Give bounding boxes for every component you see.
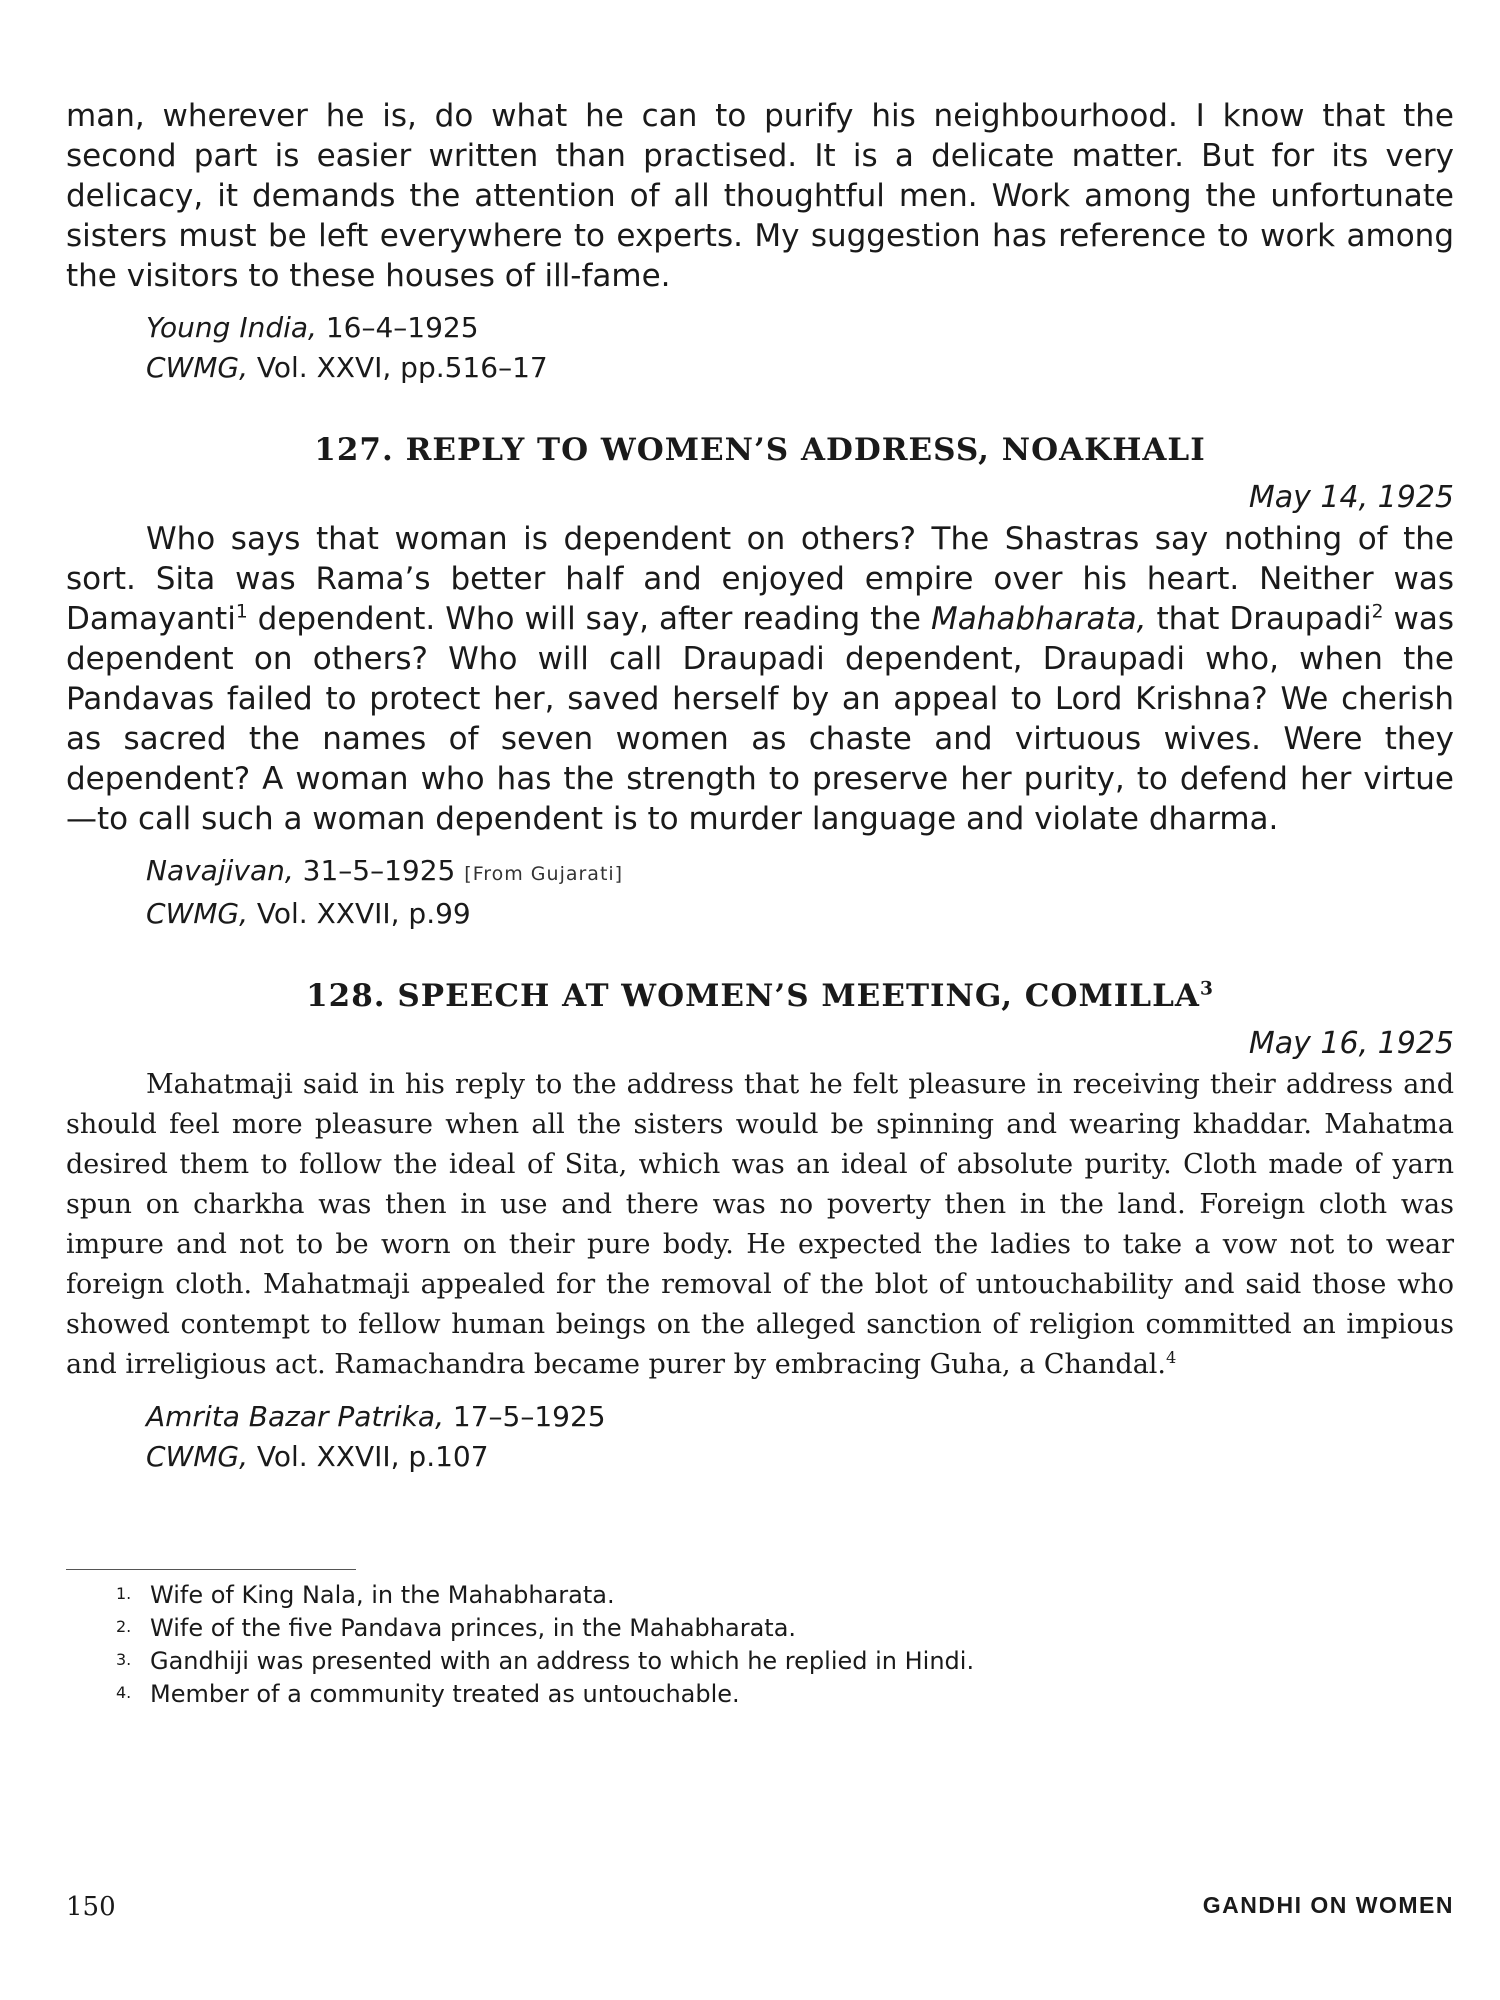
source-note: [From Gujarati] bbox=[464, 863, 624, 885]
footnotes bbox=[66, 1578, 1454, 1710]
text-run: was dependent on others? Who will call Draupadi dependent, Draupadi who, when the Pandavas failed to protect her, saved herself by an appeal to Lord Krishna? We cherish as sacred the names of seven women as chaste and virtuous wives. Were they dependent? A woman who has the strength to preserve her purity, to defend her virtue—to call such a woman dependent is to murder language and violate dharma. bbox=[66, 601, 1455, 837]
section-127-paragraph bbox=[66, 519, 1454, 839]
page-number: 150 bbox=[66, 1892, 116, 1922]
footnote-item bbox=[116, 1677, 1454, 1710]
source-publication: Young India, bbox=[146, 311, 317, 344]
section-128-source bbox=[146, 1397, 1454, 1477]
text-run: that Draupadi bbox=[1146, 601, 1372, 637]
footnote-text: Member of a community treated as untouchable. bbox=[150, 1680, 740, 1708]
page-content bbox=[66, 96, 1454, 1710]
intro-paragraph: man, wherever he is, do what he can to purify his neighbourhood. I know that the second part is easier written than practised. It is a delicate matter. But for its very delicacy, it demands the attention of all thoughtful men. Work among the unfortunate sisters must be left everywhere to experts. My suggestion has reference to work among the visitors to these houses of ill-fame. bbox=[66, 98, 1454, 294]
cwmg-label: CWMG, bbox=[146, 1440, 248, 1473]
footnote-number: 4. bbox=[116, 1683, 132, 1702]
source-date: 31–5–1925 bbox=[302, 854, 456, 887]
footnote-item bbox=[116, 1644, 1454, 1677]
cwmg-label: CWMG, bbox=[146, 897, 248, 930]
source-publication: Navajivan, bbox=[146, 854, 294, 887]
section-128-heading bbox=[66, 978, 1454, 1014]
intro-source bbox=[146, 308, 1454, 388]
cwmg-reference: Vol. XXVII, p.99 bbox=[256, 897, 471, 930]
cwmg-reference: Vol. XXVI, pp.516–17 bbox=[256, 351, 548, 384]
footnote-ref-4[interactable]: 4 bbox=[1166, 1348, 1177, 1367]
intro-source-line bbox=[146, 308, 1454, 348]
section-127-source-line bbox=[146, 851, 1454, 894]
text-run: Mahatmaji said in his reply to the address that he felt pleasure in receiving their address and should feel more pleasure when all the sisters would be spinning and wearing khaddar. Mahatma desired them to follow the ideal of Sita, which was an ideal of absolute purity. Cloth made of yarn spun on charkha was then in use and there was no poverty then in the land. Foreign cloth was impure and not to be worn on their pure body. He expected the ladies to take a vow not to wear foreign cloth. Mahatmaji appealed for the removal of the blot of untouchability and said those who showed contempt to fellow human beings on the alleged sanction of religion committed an impious and irreligious act. Ramachandra became purer by embracing Guha, a Chandal. bbox=[66, 1069, 1454, 1380]
section-128-source-line bbox=[146, 1397, 1454, 1437]
footnote-text: Gandhiji was presented with an address to which he replied in Hindi. bbox=[150, 1647, 975, 1675]
footnote-ref-3[interactable]: 3 bbox=[1199, 978, 1214, 1000]
section-127-heading: 127. REPLY TO WOMEN’S ADDRESS, NOAKHALI bbox=[314, 432, 1206, 468]
section-128-date: May 16, 1925 bbox=[1248, 1026, 1454, 1061]
intro-cwmg-line bbox=[146, 348, 1454, 388]
text-run: Who says that woman is dependent on others? The Shastras say nothing of the sort. Sita was Rama’s better half and enjoyed empire over his heart. Neither was Damayanti bbox=[66, 521, 1454, 637]
section-127-date: May 14, 1925 bbox=[1248, 480, 1454, 515]
page-footer bbox=[66, 1892, 1454, 1932]
footnote-number: 1. bbox=[116, 1584, 132, 1603]
footnote-item bbox=[116, 1578, 1454, 1611]
source-date: 16–4–1925 bbox=[325, 311, 479, 344]
cwmg-reference: Vol. XXVII, p.107 bbox=[256, 1440, 489, 1473]
footnote-number: 2. bbox=[116, 1617, 132, 1636]
source-publication: Amrita Bazar Patrika, bbox=[146, 1400, 444, 1433]
cwmg-label: CWMG, bbox=[146, 351, 248, 384]
section-128-cwmg-line bbox=[146, 1437, 1454, 1477]
section-127-cwmg-line bbox=[146, 894, 1454, 934]
footnote-text: Wife of the five Pandava princes, in the Mahabharata. bbox=[150, 1614, 797, 1642]
italic-title: Mahabharata, bbox=[931, 601, 1147, 637]
source-date: 17–5–1925 bbox=[452, 1400, 606, 1433]
footnote-number: 3. bbox=[116, 1650, 132, 1669]
footnote-ref-2[interactable]: 2 bbox=[1371, 601, 1384, 623]
section-127-source bbox=[146, 851, 1454, 934]
footnote-divider bbox=[66, 1569, 356, 1570]
section-128-paragraph bbox=[66, 1065, 1454, 1385]
footnote-item bbox=[116, 1611, 1454, 1644]
heading-text: 128. SPEECH AT WOMEN’S MEETING, COMILLA bbox=[306, 978, 1200, 1014]
footnote-ref-1[interactable]: 1 bbox=[235, 601, 248, 623]
footnote-text: Wife of King Nala, in the Mahabharata. bbox=[150, 1581, 615, 1609]
running-title: GANDHI ON WOMEN bbox=[1202, 1892, 1454, 1918]
text-run: dependent. Who will say, after reading the bbox=[247, 601, 931, 637]
